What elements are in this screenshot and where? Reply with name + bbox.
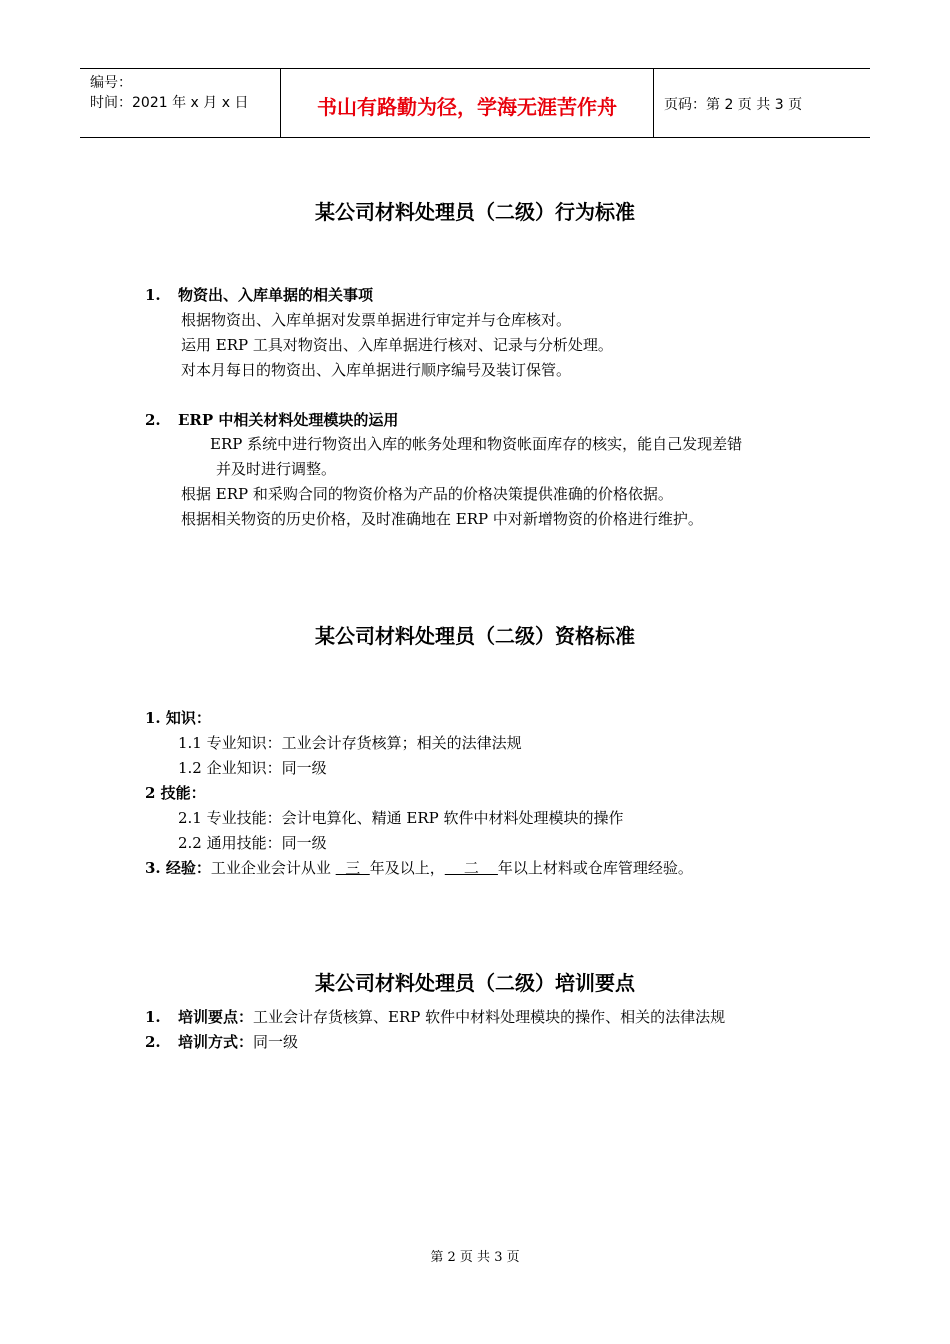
- behavior-item-2-line-1: ERP 系统中进行物资出入库的帐务处理和物资帐面库存的核实，能自己发现差错: [210, 435, 743, 453]
- page-header: [80, 68, 870, 138]
- experience-years-b: 二: [444, 859, 498, 877]
- skills-label: 2 技能：: [145, 784, 206, 802]
- skills-general: 2.2 通用技能：同一级: [178, 834, 327, 852]
- section-title-behavior: 某公司材料处理员（二级）行为标准: [315, 200, 635, 224]
- training-item-label: 培训要点：: [178, 1008, 254, 1026]
- experience-line: [145, 858, 693, 878]
- behavior-item-1-line-2: 运用 ERP 工具对物资出、入库单据进行核对、记录与分析处理。: [181, 336, 613, 354]
- knowledge-professional: 1.1 专业知识：工业会计存货核算；相关的法律法规: [178, 734, 522, 752]
- behavior-item-1-heading: [145, 285, 373, 305]
- header-time: 时间：2021 年 x 月 x 日: [90, 95, 249, 111]
- training-item-label: 培训方式：: [178, 1033, 254, 1051]
- behavior-item-1-line-1: 根据物资出、入库单据对发票单据进行审定并与仓库核对。: [181, 311, 572, 329]
- experience-text-b: 年及以上，: [369, 859, 445, 877]
- experience-years-a: 三: [335, 859, 370, 877]
- header-page-info: 页码：第 2 页 共 3 页: [664, 97, 803, 113]
- training-item-2: [145, 1032, 298, 1052]
- experience-text-c: 年以上材料或仓库管理经验。: [497, 859, 693, 877]
- skills-professional: 2.1 专业技能：会计电算化、精通 ERP 软件中材料处理模块的操作: [178, 809, 624, 827]
- header-number: 编号：: [90, 75, 132, 91]
- item-number: 2.: [145, 411, 161, 429]
- section-title-qualification: 某公司材料处理员（二级）资格标准: [315, 624, 635, 648]
- item-number: 2.: [145, 1033, 161, 1051]
- knowledge-label: 1. 知识：: [145, 709, 211, 727]
- item-number: 1.: [145, 1008, 161, 1026]
- item-number: 1.: [145, 286, 161, 304]
- knowledge-enterprise: 1.2 企业知识：同一级: [178, 759, 327, 777]
- page-footer: 第 2 页 共 3 页: [430, 1250, 520, 1265]
- experience-label: 3. 经验：: [145, 859, 211, 877]
- item-heading: ERP 中相关材料处理模块的运用: [178, 411, 399, 429]
- training-item-text: 同一级: [253, 1033, 299, 1051]
- training-item-1: [145, 1007, 725, 1027]
- training-item-text: 工业会计存货核算、ERP 软件中材料处理模块的操作、相关的法律法规: [253, 1008, 726, 1026]
- section-title-training: 某公司材料处理员（二级）培训要点: [315, 971, 635, 995]
- header-motto: 书山有路勤为径，学海无涯苦作舟: [281, 69, 654, 137]
- behavior-item-2-line-2: 并及时进行调整。: [216, 460, 337, 478]
- behavior-item-2-line-4: 根据相关物资的历史价格，及时准确地在 ERP 中对新增物资的价格进行维护。: [181, 510, 703, 528]
- experience-text-a: 工业企业会计从业: [210, 859, 336, 877]
- behavior-item-1-line-3: 对本月每日的物资出、入库单据进行顺序编号及装订保管。: [181, 361, 572, 379]
- behavior-item-2-heading: [145, 410, 398, 430]
- item-heading: 物资出、入库单据的相关事项: [178, 286, 374, 304]
- header-meta: [80, 69, 281, 137]
- behavior-item-2-line-3: 根据 ERP 和采购合同的物资价格为产品的价格决策提供准确的价格依据。: [181, 485, 673, 503]
